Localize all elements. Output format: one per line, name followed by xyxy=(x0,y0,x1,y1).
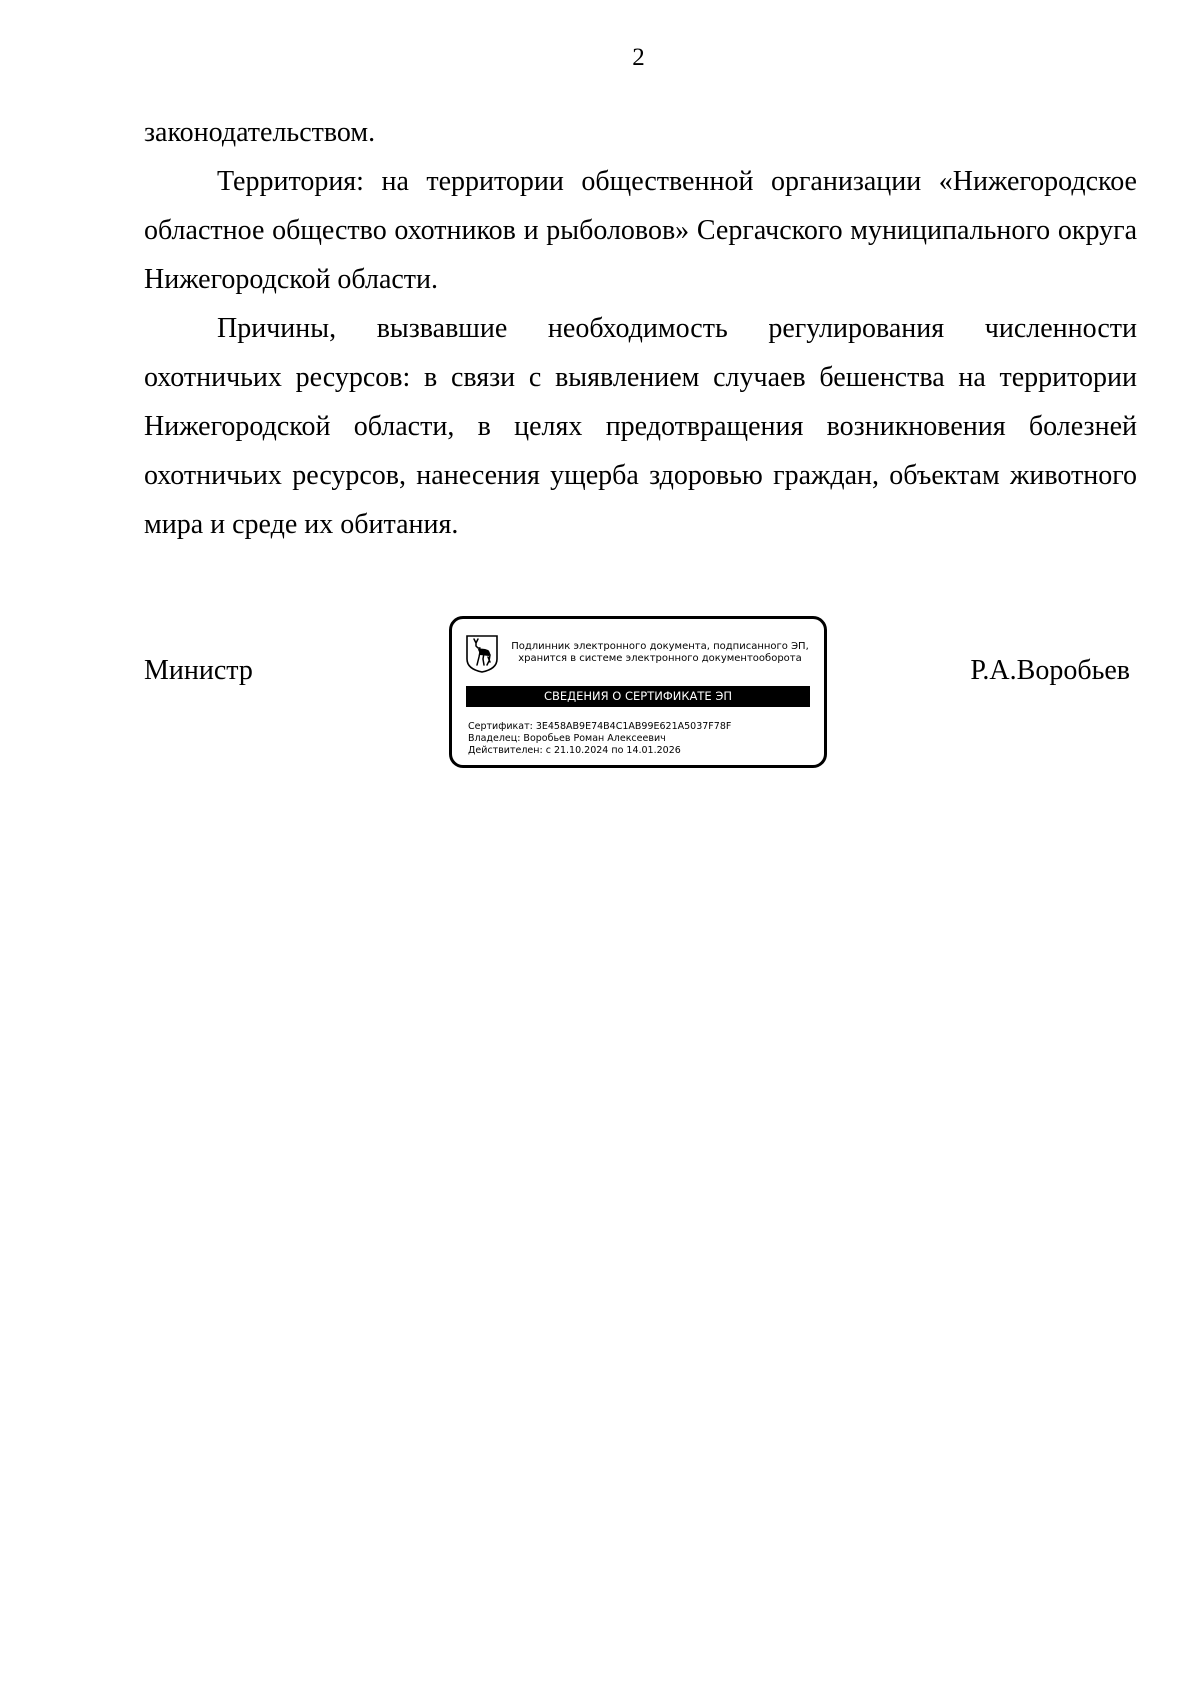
document-body xyxy=(144,108,1137,549)
signatory-name: Р.А.Воробьев xyxy=(970,655,1130,686)
certificate-validity: Действителен: с 21.10.2024 по 14.01.2026 xyxy=(468,745,681,756)
certificate-owner: Владелец: Воробьев Роман Алексеевич xyxy=(468,733,666,744)
paragraph-territory: Территория: на территории общественной организации «Нижегородское областное общество охотников и рыболовов» Сергачского муниципального округа Нижегородской области. xyxy=(144,166,1137,295)
electronic-signature-stamp xyxy=(449,616,827,768)
stamp-header-line-2: хранится в системе электронного документооборота xyxy=(518,653,802,664)
signatory-title: Министр xyxy=(144,655,253,686)
stamp-header-line-1: Подлинник электронного документа, подписанного ЭП, xyxy=(511,641,809,652)
certificate-details xyxy=(468,721,731,757)
deer-emblem-icon xyxy=(466,635,498,673)
stamp-header xyxy=(502,641,818,665)
page-number: 2 xyxy=(632,44,645,71)
certificate-number: Сертификат: 3E458AB9E74B4C1AB99E621A5037F78F xyxy=(468,721,732,732)
paragraph-reasons: Причины, вызвавшие необходимость регулирования численности охотничьих ресурсов: в связи с выявлением случаев бешенства на территории Нижегородской области, в целях предотвращения возникновения болезней охотничьих ресурсов, нанесения ущерба здоровью граждан, объектам животного мира и среде их обитания. xyxy=(144,313,1137,540)
certificate-info-bar: СВЕДЕНИЯ О СЕРТИФИКАТЕ ЭП xyxy=(466,686,810,707)
paragraph-continuation: законодательством. xyxy=(144,117,376,148)
